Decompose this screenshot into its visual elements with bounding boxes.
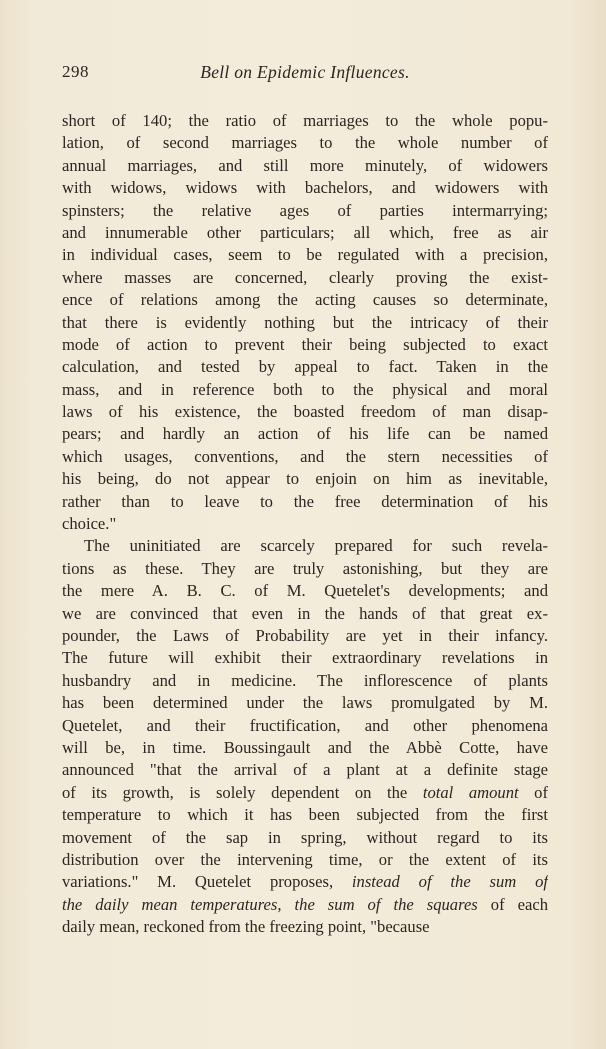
text-run: variations." M. Quetelet proposes,	[62, 872, 352, 892]
text-line: spinsters; the relative ages of parties intermarrying;	[62, 200, 548, 220]
text-line: mode of action to prevent their being subjected to exact	[62, 334, 548, 354]
text-line	[62, 871, 548, 893]
italic-run: instead of the sum of	[351, 872, 548, 892]
paragraph-end-line: choice."	[62, 514, 117, 534]
paragraph-start-line: The uninitiated are scarcely prepared for such revela-	[84, 536, 548, 556]
text-run	[282, 895, 295, 914]
italic-run: the daily mean temperatures,	[62, 894, 282, 914]
text-line: calculation, and tested by appeal to fact. Taken in the	[62, 357, 548, 377]
text-line: the mere A. B. C. of M. Quetelet's developments; and	[62, 581, 548, 601]
text-line: announced "that the arrival of a plant at a definite stage	[62, 760, 548, 780]
italic-run: the sum of the squares	[294, 894, 478, 914]
text-line: that there is evidently nothing but the intricacy of their	[62, 312, 548, 332]
text-line: has been determined under the laws promulgated by M.	[62, 693, 548, 713]
text-line: his being, do not appear to enjoin on him as inevitable,	[62, 469, 548, 489]
text-line: in individual cases, seem to be regulated with a precision,	[62, 245, 548, 265]
page-number: 298	[62, 62, 89, 81]
text-run: of	[518, 782, 548, 802]
text-line: pears; and hardly an action of his life can be named	[62, 424, 548, 444]
text-line: Quetelet, and their fructification, and other phenomena	[62, 715, 548, 735]
text-run: of its growth, is solely dependent on the	[62, 782, 423, 802]
text-line: daily mean, reckoned from the freezing point, "because	[62, 917, 430, 937]
text-line: lation, of second marriages to the whole number of	[62, 133, 548, 153]
text-line: will be, in time. Boussingault and the Abbè Cotte, have	[62, 737, 548, 757]
text-line: movement of the sap in spring, without regard to its	[62, 827, 548, 847]
running-title: Bell on Epidemic Influences.	[200, 62, 410, 82]
text-line: rather than to leave to the free determination of his	[62, 491, 548, 511]
text-line: annual marriages, and still more minutely, of widowers	[62, 155, 548, 175]
text-line	[62, 894, 548, 916]
text-line: we are convinced that even in the hands of that great ex-	[62, 603, 548, 623]
text-line: with widows, widows with bachelors, and widowers with	[62, 178, 548, 198]
italic-run: total amount	[422, 782, 519, 802]
page-header	[62, 62, 548, 86]
text-line: tions as these. They are truly astonishing, but they are	[62, 558, 548, 578]
text-line: and innumerable other particulars; all which, free as air	[62, 222, 548, 242]
text-line: temperature to which it has been subjected from the first	[62, 805, 548, 825]
text-line: ence of relations among the acting causes so determinate,	[62, 290, 548, 310]
text-line	[62, 782, 548, 804]
text-line: The future will exhibit their extraordinary revelations in	[62, 648, 548, 668]
text-run: of each	[477, 894, 548, 914]
text-line: husbandry and in medicine. The inflorescence of plants	[62, 670, 548, 690]
text-line: where masses are concerned, clearly proving the exist-	[62, 267, 548, 287]
body-text	[62, 110, 548, 938]
text-line: mass, and in reference both to the physical and moral	[62, 379, 548, 399]
text-line: pounder, the Laws of Probability are yet in their infancy.	[62, 625, 548, 645]
text-line: short of 140; the ratio of marriages to the whole popu-	[62, 111, 548, 130]
text-line: laws of his existence, the boasted freedom of man disap-	[62, 402, 548, 422]
text-line: distribution over the intervening time, or the extent of its	[62, 849, 548, 869]
text-line: which usages, conventions, and the stern necessities of	[62, 446, 548, 466]
